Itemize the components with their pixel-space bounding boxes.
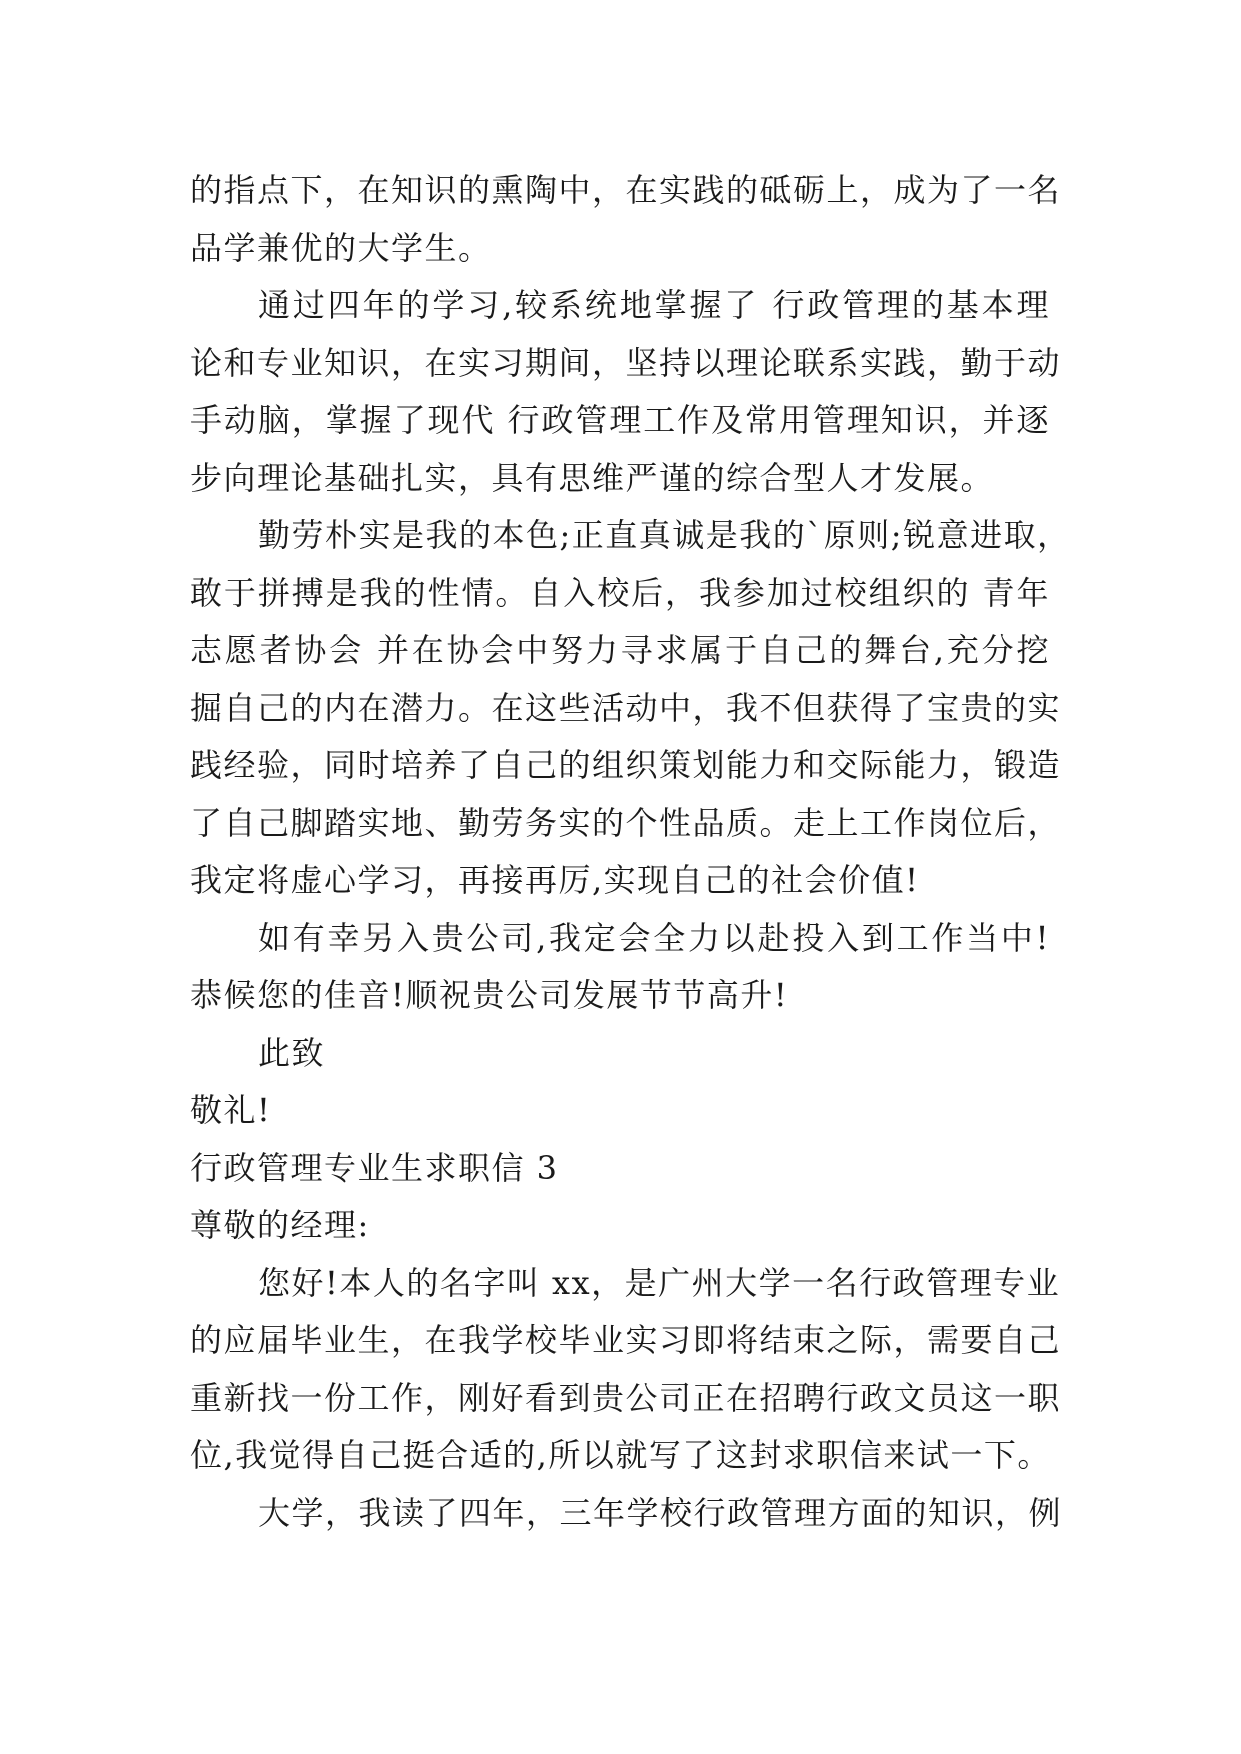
text-line: 了自己脚踏实地、勤劳务实的个性品质。走上工作岗位后， <box>190 803 1062 842</box>
section-heading: 行政管理专业生求职信 3 <box>190 1148 559 1187</box>
salutation-line: 敬礼! <box>190 1091 272 1129</box>
text-line: 手动脑，掌握了现代 行政管理工作及常用管理知识，并逐 <box>190 401 1050 439</box>
paragraph-start-line: 通过四年的学习,较系统地掌握了 行政管理的基本理 <box>258 286 1050 324</box>
text-line: 志愿者协会 并在协会中努力寻求属于自己的舞台,充分挖 <box>190 631 1050 669</box>
letter-body <box>190 162 1071 1542</box>
text-line: 重新找一份工作，刚好看到贵公司正在招聘行政文员这一职 <box>190 1378 1062 1417</box>
closing-line: 此致 <box>258 1033 326 1072</box>
greeting-line: 尊敬的经理: <box>190 1206 370 1244</box>
paragraph-start-line: 勤劳朴实是我的本色;正直真诚是我的`原则;锐意进取， <box>258 516 1071 554</box>
text-line: 我定将虚心学习，再接再厉,实现自己的社会价值! <box>190 861 920 899</box>
paragraph-start-line: 如有幸另入贵公司,我定会全力以赴投入到工作当中! <box>258 918 1050 957</box>
text-line: 步向理论基础扎实，具有思维严谨的综合型人才发展。 <box>190 458 995 497</box>
text-line: 敢于拼搏是我的性情。自入校后，我参加过校组织的 青年 <box>190 573 1050 612</box>
text-line: 掘自己的内在潜力。在这些活动中，我不但获得了宝贵的实 <box>190 688 1062 727</box>
text-line: 品学兼优的大学生。 <box>190 228 492 267</box>
text-line: 位,我觉得自己挺合适的,所以就写了这封求职信来试一下。 <box>190 1436 1051 1474</box>
text-line: 恭候您的佳音!顺祝贵公司发展节节高升! <box>190 976 789 1014</box>
text-line: 践经验，同时培养了自己的组织策划能力和交际能力，锻造 <box>190 746 1062 784</box>
paragraph-start-line: 大学，我读了四年，三年学校行政管理方面的知识，例 <box>258 1493 1063 1532</box>
text-line: 的应届毕业生，在我学校毕业实习即将结束之际，需要自己 <box>190 1321 1062 1359</box>
text-line: 论和专业知识，在实习期间，坚持以理论联系实践，勤于动 <box>190 343 1062 382</box>
paragraph-start-line: 您好!本人的名字叫 xx，是广州大学一名行政管理专业 <box>258 1263 1061 1302</box>
text-line: 的指点下，在知识的熏陶中，在实践的砥砺上，成为了一名 <box>190 171 1062 209</box>
